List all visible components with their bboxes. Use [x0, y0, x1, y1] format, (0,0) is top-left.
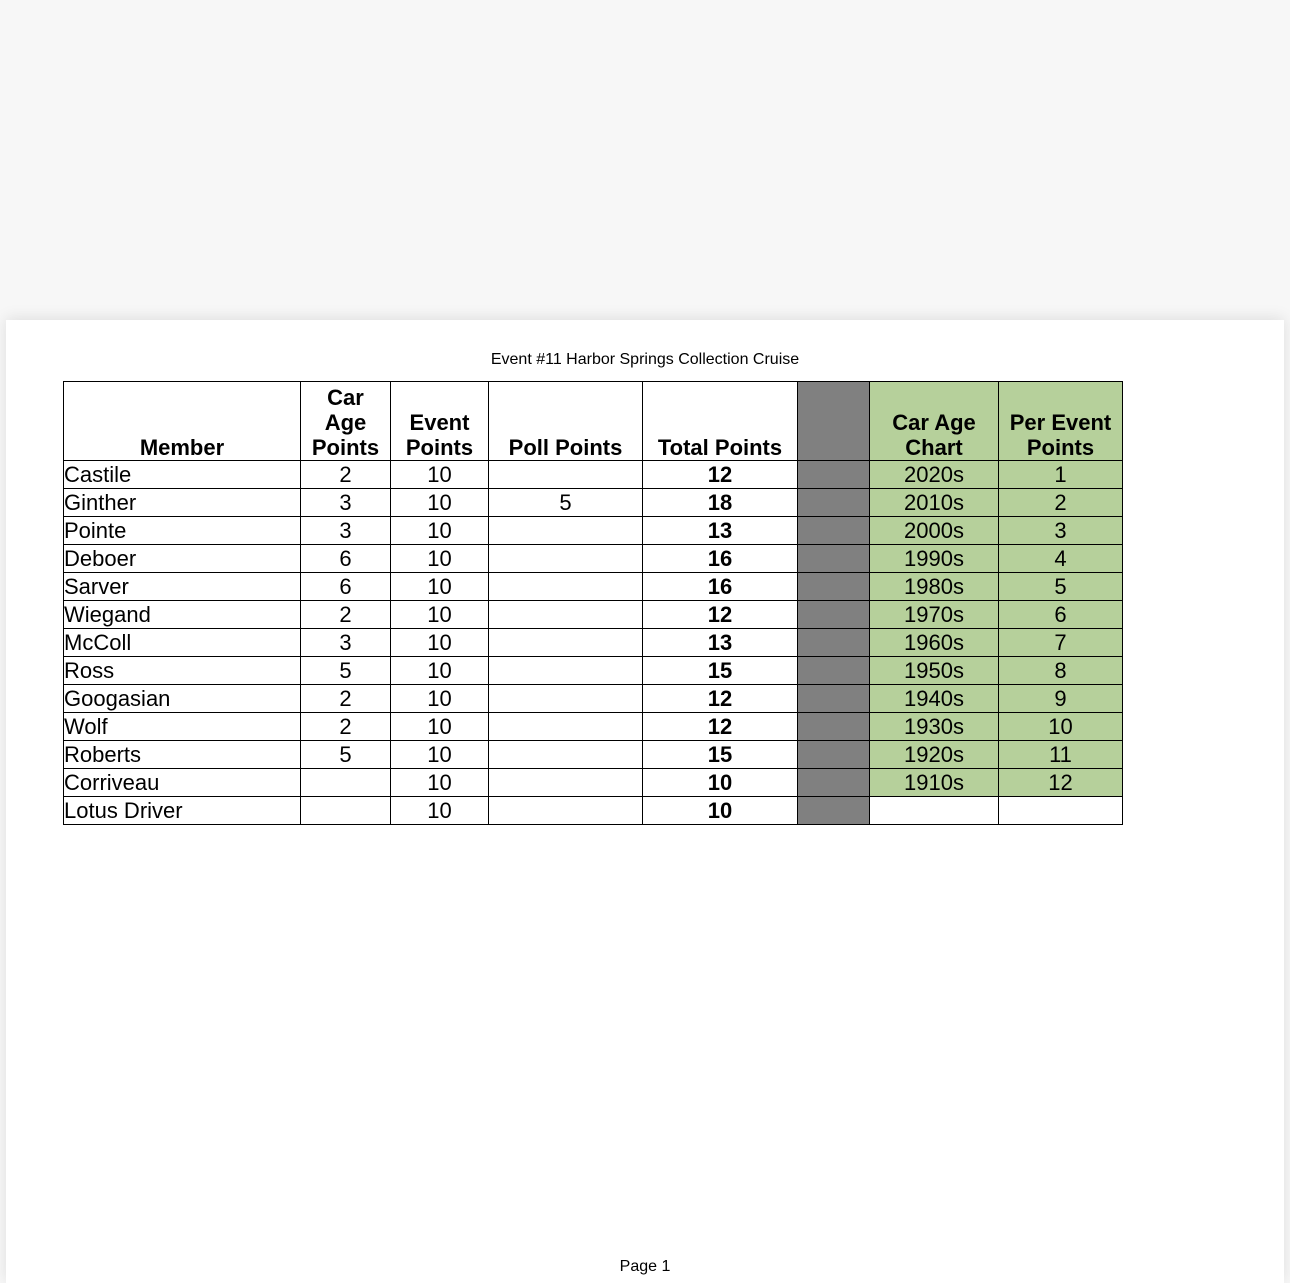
- header-member: Member: [64, 382, 301, 461]
- member-cell: Sarver: [64, 573, 301, 601]
- event-points-cell: 10: [391, 741, 489, 769]
- per-event-points-cell: 11: [999, 741, 1123, 769]
- separator-cell: [798, 517, 870, 545]
- total-points-cell: 12: [643, 601, 798, 629]
- event-points-cell: 10: [391, 629, 489, 657]
- car-age-chart-cell: [870, 797, 999, 825]
- poll-points-cell: [489, 741, 643, 769]
- per-event-points-cell: [999, 797, 1123, 825]
- poll-points-cell: 5: [489, 489, 643, 517]
- member-cell: Ginther: [64, 489, 301, 517]
- page-title: Event #11 Harbor Springs Collection Cruise: [490, 351, 800, 368]
- total-points-cell: 12: [643, 713, 798, 741]
- total-points-cell: 13: [643, 517, 798, 545]
- header-row: [64, 382, 1123, 461]
- poll-points-cell: [489, 797, 643, 825]
- header-per-event-points: Per Event Points: [999, 382, 1123, 461]
- poll-points-cell: [489, 461, 643, 489]
- table-row: [64, 517, 1123, 545]
- event-points-cell: 10: [391, 489, 489, 517]
- car-age-chart-cell: 1930s: [870, 713, 999, 741]
- car-age-chart-cell: 1990s: [870, 545, 999, 573]
- car-age-points-cell: [301, 769, 391, 797]
- per-event-points-cell: 2: [999, 489, 1123, 517]
- car-age-points-cell: 5: [301, 657, 391, 685]
- event-points-cell: 10: [391, 461, 489, 489]
- total-points-cell: 13: [643, 629, 798, 657]
- car-age-chart-cell: 1910s: [870, 769, 999, 797]
- per-event-points-cell: 12: [999, 769, 1123, 797]
- table-row: [64, 741, 1123, 769]
- poll-points-cell: [489, 545, 643, 573]
- car-age-points-cell: 2: [301, 713, 391, 741]
- per-event-points-cell: 3: [999, 517, 1123, 545]
- car-age-points-cell: 2: [301, 685, 391, 713]
- poll-points-cell: [489, 573, 643, 601]
- separator-cell: [798, 657, 870, 685]
- per-event-points-cell: 1: [999, 461, 1123, 489]
- table-row: [64, 769, 1123, 797]
- car-age-points-cell: 5: [301, 741, 391, 769]
- member-cell: Roberts: [64, 741, 301, 769]
- car-age-points-cell: 6: [301, 573, 391, 601]
- per-event-points-cell: 8: [999, 657, 1123, 685]
- separator-cell: [798, 769, 870, 797]
- header-poll-points: Poll Points: [489, 382, 643, 461]
- poll-points-cell: [489, 657, 643, 685]
- event-points-cell: 10: [391, 573, 489, 601]
- car-age-points-cell: 3: [301, 517, 391, 545]
- table-row: [64, 797, 1123, 825]
- poll-points-cell: [489, 713, 643, 741]
- car-age-points-cell: [301, 797, 391, 825]
- car-age-points-cell: 6: [301, 545, 391, 573]
- event-points-cell: 10: [391, 797, 489, 825]
- per-event-points-cell: 6: [999, 601, 1123, 629]
- car-age-chart-cell: 1950s: [870, 657, 999, 685]
- car-age-chart-cell: 1920s: [870, 741, 999, 769]
- event-points-cell: 10: [391, 517, 489, 545]
- total-points-cell: 12: [643, 685, 798, 713]
- per-event-points-cell: 4: [999, 545, 1123, 573]
- total-points-cell: 10: [643, 797, 798, 825]
- table-row: [64, 713, 1123, 741]
- car-age-chart-cell: 1970s: [870, 601, 999, 629]
- poll-points-cell: [489, 601, 643, 629]
- member-cell: Wiegand: [64, 601, 301, 629]
- table-row: [64, 629, 1123, 657]
- member-cell: Googasian: [64, 685, 301, 713]
- member-cell: Ross: [64, 657, 301, 685]
- separator-cell: [798, 461, 870, 489]
- separator-cell: [798, 545, 870, 573]
- separator-cell: [798, 601, 870, 629]
- per-event-points-cell: 7: [999, 629, 1123, 657]
- total-points-cell: 15: [643, 741, 798, 769]
- header-event-points: Event Points: [391, 382, 489, 461]
- car-age-points-cell: 2: [301, 601, 391, 629]
- car-age-chart-cell: 2000s: [870, 517, 999, 545]
- separator-cell: [798, 629, 870, 657]
- points-table: [63, 381, 1123, 825]
- table-row: [64, 461, 1123, 489]
- separator-cell: [798, 713, 870, 741]
- per-event-points-cell: 10: [999, 713, 1123, 741]
- total-points-cell: 18: [643, 489, 798, 517]
- table-row: [64, 657, 1123, 685]
- car-age-points-cell: 3: [301, 629, 391, 657]
- member-cell: McColl: [64, 629, 301, 657]
- event-points-cell: 10: [391, 685, 489, 713]
- total-points-cell: 16: [643, 573, 798, 601]
- header-car-age-points: Car Age Points: [301, 382, 391, 461]
- poll-points-cell: [489, 769, 643, 797]
- member-cell: Lotus Driver: [64, 797, 301, 825]
- separator-cell: [798, 685, 870, 713]
- total-points-cell: 15: [643, 657, 798, 685]
- member-cell: Castile: [64, 461, 301, 489]
- poll-points-cell: [489, 685, 643, 713]
- event-points-cell: 10: [391, 601, 489, 629]
- member-cell: Wolf: [64, 713, 301, 741]
- car-age-chart-cell: 2010s: [870, 489, 999, 517]
- car-age-points-cell: 2: [301, 461, 391, 489]
- table-row: [64, 601, 1123, 629]
- separator-cell: [798, 489, 870, 517]
- car-age-points-cell: 3: [301, 489, 391, 517]
- per-event-points-cell: 9: [999, 685, 1123, 713]
- event-points-cell: 10: [391, 657, 489, 685]
- document-page: [6, 320, 1284, 1283]
- separator-cell: [798, 797, 870, 825]
- separator-cell: [798, 573, 870, 601]
- total-points-cell: 16: [643, 545, 798, 573]
- table-row: [64, 685, 1123, 713]
- table-row: [64, 545, 1123, 573]
- table-row: [64, 489, 1123, 517]
- separator-cell: [798, 741, 870, 769]
- header-total-points: Total Points: [643, 382, 798, 461]
- car-age-chart-cell: 1940s: [870, 685, 999, 713]
- per-event-points-cell: 5: [999, 573, 1123, 601]
- table-row: [64, 573, 1123, 601]
- car-age-chart-cell: 2020s: [870, 461, 999, 489]
- header-car-age-chart: Car Age Chart: [870, 382, 999, 461]
- total-points-cell: 12: [643, 461, 798, 489]
- separator-column: [798, 382, 870, 461]
- page-footer: Page 1: [619, 1258, 671, 1275]
- poll-points-cell: [489, 629, 643, 657]
- car-age-chart-cell: 1980s: [870, 573, 999, 601]
- poll-points-cell: [489, 517, 643, 545]
- car-age-chart-cell: 1960s: [870, 629, 999, 657]
- member-cell: Corriveau: [64, 769, 301, 797]
- event-points-cell: 10: [391, 545, 489, 573]
- member-cell: Deboer: [64, 545, 301, 573]
- total-points-cell: 10: [643, 769, 798, 797]
- event-points-cell: 10: [391, 713, 489, 741]
- member-cell: Pointe: [64, 517, 301, 545]
- event-points-cell: 10: [391, 769, 489, 797]
